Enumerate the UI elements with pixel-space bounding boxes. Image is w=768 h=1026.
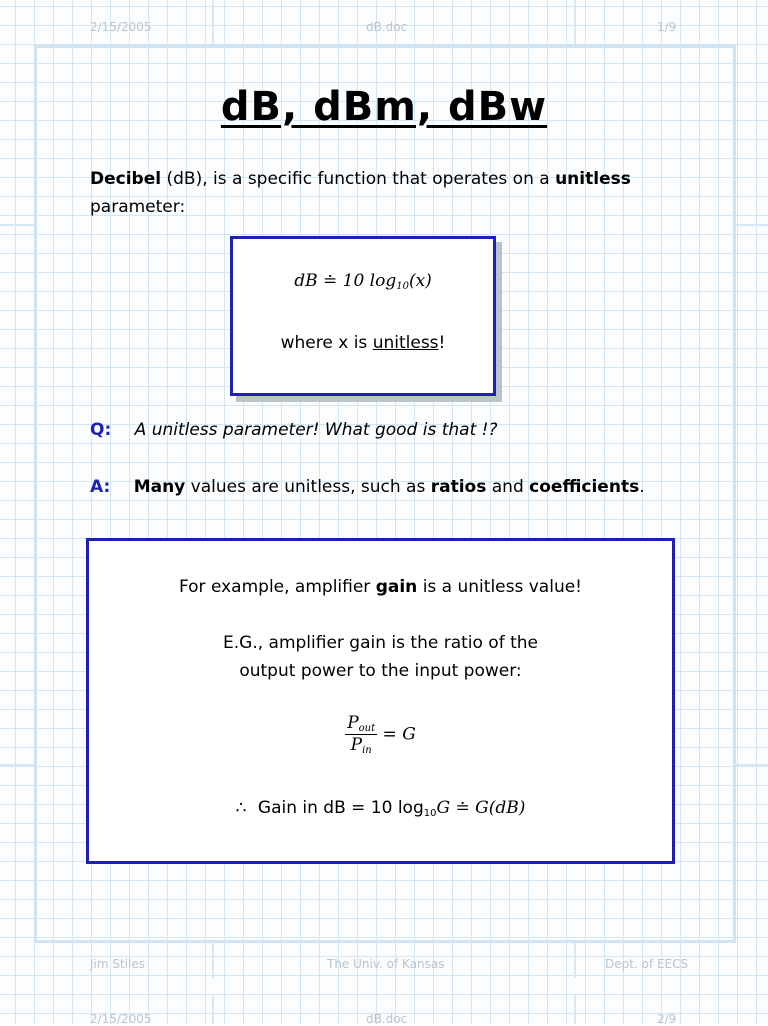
header-page: 1/9 (657, 20, 677, 34)
gain-ratio-equation (89, 713, 672, 756)
fraction-denominator: P (350, 735, 363, 755)
formula-note (233, 333, 493, 353)
example-line-1 (89, 577, 672, 597)
page-title: dB, dBm, dBw (220, 84, 548, 130)
question-text: A unitless parameter! What good is that !? (134, 420, 498, 440)
guide-line (212, 0, 214, 46)
header-file: dB.doc (366, 20, 408, 34)
intro-text: parameter: (90, 197, 186, 217)
guide-line (736, 224, 768, 226)
gain-text: Gain in dB = 10 log (257, 798, 424, 818)
example-bold: gain (375, 577, 418, 597)
answer-bold: Many (133, 477, 186, 497)
answer-line (90, 473, 730, 501)
guide-line (0, 764, 34, 766)
intro-term: Decibel (90, 169, 162, 189)
guide-line (574, 942, 576, 978)
question-line (90, 416, 710, 444)
fraction-numerator: P (347, 713, 359, 733)
intro-text: (dB), is a specific function that operates on a (161, 169, 556, 189)
next-header-date: 2/15/2005 (90, 1012, 152, 1026)
formula-arg: (x) (408, 271, 432, 291)
formula-lhs: dB (294, 271, 318, 291)
guide-line (212, 942, 214, 978)
next-header-page: 2/9 (657, 1012, 677, 1026)
formula-log: 10 log (342, 271, 397, 291)
denominator-sub: in (362, 745, 372, 756)
note-text: ! (438, 333, 446, 353)
next-header-file: dB.doc (366, 1012, 408, 1026)
header-date: 2/15/2005 (90, 20, 152, 34)
note-underlined: unitless (372, 333, 439, 353)
example-line-2: E.G., amplifier gain is the ratio of the (223, 633, 538, 653)
answer-text: and (486, 477, 530, 497)
answer-text: . (639, 477, 645, 497)
guide-line (736, 764, 768, 766)
formula-approx: ≐ (322, 271, 338, 291)
therefore-symbol: ∴ (235, 798, 247, 818)
fraction-result: = G (382, 724, 416, 745)
guide-line (574, 994, 576, 1024)
gain-db: (dB) (488, 798, 526, 818)
guide-line (574, 0, 576, 46)
answer-label: A: (90, 477, 111, 497)
gain-rhs: G ≐ G (436, 798, 489, 818)
guide-line (0, 224, 34, 226)
answer-bold: ratios (430, 477, 487, 497)
intro-strong: unitless (555, 169, 631, 189)
answer-bold: coefficients (529, 477, 640, 497)
footer-author: Jim Stiles (90, 957, 146, 971)
power-fraction (345, 713, 377, 756)
example-text: is a unitless value! (417, 577, 582, 597)
gain-log-base: 10 (423, 808, 437, 819)
footer-univ: The Univ. of Kansas (327, 957, 445, 971)
question-label: Q: (90, 420, 112, 440)
formula-log-base: 10 (396, 281, 409, 292)
example-box (86, 538, 675, 864)
db-formula (233, 271, 493, 292)
intro-paragraph (90, 165, 690, 221)
footer-dept: Dept. of EECS (605, 957, 689, 971)
note-text: where x is (280, 333, 373, 353)
gain-db-equation (89, 798, 672, 819)
guide-line (212, 994, 214, 1024)
example-text: For example, amplifier (178, 577, 376, 597)
numerator-sub: out (358, 723, 376, 734)
formula-box (230, 236, 496, 396)
answer-text: values are unitless, such as (185, 477, 431, 497)
example-line-3: output power to the input power: (239, 661, 522, 681)
